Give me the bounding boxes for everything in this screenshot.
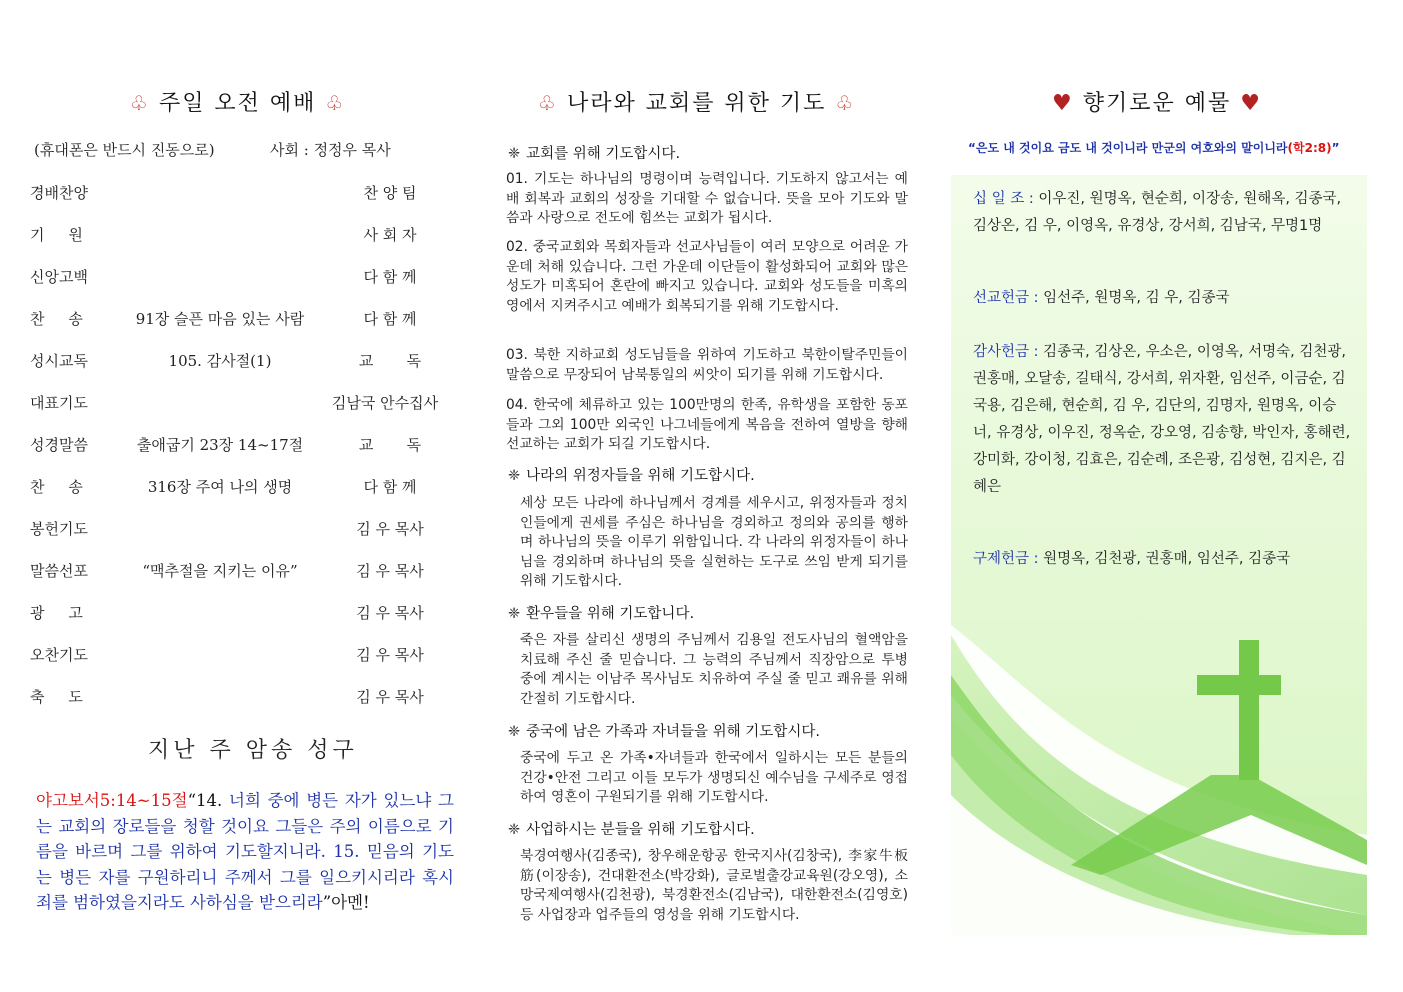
offering-label: 선교헌금 : [973,290,1039,306]
prayer-section-title: 환우들을 위해 기도합니다. [526,606,695,622]
offering-group [973,339,1353,501]
order-item-name: 봉헌기도 [30,520,88,538]
order-item-name: 성시교독 [30,352,88,370]
bullet-icon: ❈ [508,146,521,162]
prayer-section-title: 나라의 위정자들을 위해 기도합시다. [526,468,755,484]
order-item-detail: 316장 주여 나의 생명 [147,478,293,496]
order-item-name: 찬 송 [30,478,83,496]
worship-title [130,86,345,117]
offering-quote-close: ” [1331,141,1340,155]
order-item-detail: 출애굽기 23장 14~17절 [136,436,304,454]
order-item [30,686,440,706]
order-item-leader: 김 우 목사 [356,562,424,580]
prayer-title [538,86,855,117]
offering-title [1052,86,1262,117]
prayer-title-text: 나라와 교회를 위한 기도 [566,91,827,116]
bullet-icon: ❈ [508,822,521,838]
order-item [30,518,440,538]
prayer-section-heading [508,602,694,623]
heart-icon: ♥ [1052,91,1074,116]
memory-verse [36,788,454,916]
prayer-section-heading [508,142,680,163]
offering-group [973,285,1353,312]
offering-label: 감사헌금 : [973,344,1039,360]
order-item [30,560,440,580]
order-item-leader: 다 함 께 [363,268,417,286]
order-item [30,224,440,244]
memory-verse-text: 너희 중에 병든 자가 있느냐 그는 교회의 장로들을 청할 것이요 그들은 주의 이름으로 기름을 바르며 그를 위하여 기도할지니라. 15. 믿음의 기도는 병든 자를 구원하리니 주께서 그를 일으키시리라 혹시 죄를 범하였을지라도 사하심을 받으리라 [36,791,454,912]
order-item [30,644,440,664]
offering-names: 이우진, 원명옥, 현순희, 이장송, 원해옥, 김종국, 김상온, 김 우, 이영옥, 유경상, 강서희, 김남국, 무명1명 [973,191,1342,234]
club-ornament-icon: ♧ [130,91,150,115]
order-item-detail: 91장 슬픈 마음 있는 사람 [135,310,305,328]
order-item [30,308,440,328]
order-item-leader: 김남국 안수집사 [331,394,439,412]
order-item-detail: 105. 감사절(1) [168,352,272,370]
order-item-name: 광 고 [30,604,83,622]
prayer-section-heading [508,818,755,839]
worship-title-text: 주일 오전 예배 [158,91,317,116]
order-item-name: 신앙고백 [30,268,88,286]
offering-names: 김종국, 김상온, 우소은, 이영옥, 서명숙, 김천광, 권홍매, 오달송, 길태식, 강서희, 위자환, 임선주, 이금순, 김국용, 김은해, 현순희, 김 우, 김단의, 김명자, 원명옥, 이승너, 유경상, 이우진, 정옥순, 강오영, 김송향, 박인자, 홍해련, 강미화, 강이청, 김효은, 김순례, 조은광, 김성현, 김지은, 김혜은 [973,344,1351,495]
offering-quote [968,139,1353,156]
order-item-leader: 김 우 목사 [356,604,424,622]
order-item-name: 기 원 [30,226,83,244]
offering-group [973,546,1353,573]
bullet-icon: ❈ [508,468,521,484]
offering-group [973,186,1353,240]
club-ornament-icon: ♧ [835,91,856,115]
prayer-section-title: 중국에 남은 가족과 자녀들을 위해 기도합시다. [526,724,820,740]
offering-names: 임선주, 원명옥, 김 우, 김종국 [1043,290,1230,306]
prayer-item: 03. 북한 지하교회 성도님들을 위하여 기도하고 북한이탈주민들이 말씀으로 무장되어 남북통일의 씨앗이 되기를 위해 기도합시다. [506,347,908,383]
order-item-name: 성경말씀 [30,436,88,454]
order-item-detail: “맥추절을 지키는 이유” [142,562,298,580]
prayer-paragraph: 중국에 두고 온 가족•자녀들과 한국에서 일하시는 모든 분들의 건강•안전 그리고 이들 모두가 생명되신 예수님을 구세주로 영접하여 영혼이 구원되기를 위해 기도합시다. [520,750,908,805]
bullet-icon: ❈ [508,724,521,740]
prayer-paragraph: 세상 모든 나라에 하나님께서 경계를 세우시고, 위정자들과 정치인들에게 권세를 주심은 하나님을 경외하고 정의와 공의를 행하며 하나님의 뜻을 이루기 위함입니다. 각 나라의 위정자들이 하나님을 경외하며 하나님의 뜻을 실현하는 도구로 쓰임 받게 되기를 위해 기도합시다. [520,495,908,589]
order-item-name: 말씀선포 [30,562,88,580]
order-item [30,350,440,370]
order-item-leader: 김 우 목사 [356,688,424,706]
order-item-leader: 김 우 목사 [356,520,424,538]
heart-icon: ♥ [1240,91,1262,116]
prayer-paragraph: 북경여행사(김종국), 창우해운항공 한국지사(김창국), 李家牛板筋(이장송), 건대환전소(박강화), 글로벌출강교육원(강오영), 소망국제여행사(김천광), 북경환전소(김남국), 대한환전소(김영호)등 사업장과 업주들의 영성을 위해 기도합시다. [520,848,908,923]
club-ornament-icon: ♧ [538,91,558,115]
offering-quote-reference: (학2:8) [1287,141,1332,155]
order-item-leader: 교 독 [358,352,422,370]
order-item [30,182,440,202]
phone-note: (휴대폰은 반드시 진동으로) [34,141,215,159]
order-item-leader: 다 함 께 [363,478,417,496]
order-item-leader: 다 함 께 [363,310,417,328]
offering-names: 원명옥, 김천광, 권홍매, 임선주, 김종국 [1043,551,1291,567]
order-item [30,602,440,622]
order-item [30,392,440,412]
order-item-name: 축 도 [30,688,83,706]
prayer-item: 04. 한국에 체류하고 있는 100만명의 한족, 유학생을 포함한 동포들과 그외 100만 외국인 나그네들에게 복음을 전하여 열방을 향해 선교하는 교회가 되길 기도합시다. [506,397,908,452]
offering-label: 구제헌금 : [973,551,1039,567]
order-item-name: 오찬기도 [30,646,88,664]
bullet-icon: ❈ [508,606,521,622]
memory-verse-title: 지난 주 암송 성구 [148,738,358,763]
order-item-leader: 김 우 목사 [356,646,424,664]
prayer-section-heading [508,720,820,741]
memory-verse-reference: 야고보서5:14~15절 [36,791,188,810]
prayer-item: 02. 중국교회와 목회자들과 선교사님들이 여러 모양으로 어려운 가운데 처해 있습니다. 그런 가운데 이단들이 활성화되어 교회와 많은 성도가 미혹되어 혼란에 빠지고 있습니다. 교회와 성도들을 미혹의 영에서 지켜주시고 예배가 회복되기를 위해 기도합시다. [506,239,908,314]
memory-verse-close: ”아멘! [322,893,370,912]
offering-label: 십 일 조 : [973,191,1034,207]
order-item-name: 대표기도 [30,394,88,412]
prayer-item: 01. 기도는 하나님의 명령이며 능력입니다. 기도하지 않고서는 예배 회복과 교회의 성장을 기대할 수 없습니다. 뜻을 모아 기도와 말씀과 사랑으로 전도에 힘쓰는 교회가 됩시다. [506,171,908,226]
memory-verse-open: “14. [187,791,229,810]
offering-quote-text: “은도 내 것이요 금도 내 것이니라 만군의 여호와의 말이니라 [968,141,1288,155]
order-item-name: 찬 송 [30,310,83,328]
prayer-section-title: 사업하시는 분들을 위해 기도합시다. [526,822,755,838]
prayer-section-title: 교회를 위해 기도합시다. [526,146,681,162]
club-ornament-icon: ♧ [325,91,346,115]
order-item [30,476,440,496]
service-host: 사회 : 정정우 목사 [270,141,391,159]
order-item-leader: 찬 양 팀 [363,184,417,202]
prayer-section-heading [508,464,755,485]
prayer-paragraph: 죽은 자를 살리신 생명의 주님께서 김용일 전도사님의 혈액암을 치료해 주신 줄 믿습니다. 그 능력의 주님께서 직장암으로 투병 중에 계시는 이남주 목사님도 치유하여 주실 줄 믿고 쾌유를 위해 간절히 기도합시다. [520,632,908,707]
order-item [30,266,440,286]
offering-title-text: 향기로운 예물 [1082,91,1232,116]
order-item-leader: 교 독 [358,436,422,454]
order-item-name: 경배찬양 [30,184,88,202]
order-item-leader: 사 회 자 [363,226,417,244]
order-item [30,434,440,454]
